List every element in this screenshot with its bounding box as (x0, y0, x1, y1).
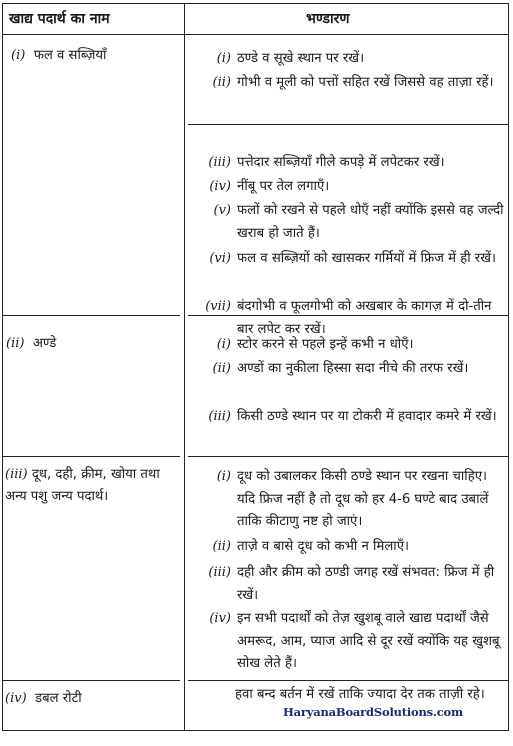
list-item: (ii) गोभी व मूली को पत्तों सहित रखें जिससे वह ताज़ा रहें। (212, 75, 494, 90)
divider (188, 680, 508, 681)
list-item: (iv) इन सभी पदार्थों को तेज़ खुशबू वाले खाद्य पदार्थों जैसे अमरूद, आम, प्याज आदि से दूर रखें क्योंकि यह खुशबू सोख लेते हैं। (209, 611, 500, 671)
list-item: (ii) अण्डों का नुकीला हिस्सा सदा नीचे की तरफ रखें। (212, 361, 469, 376)
list-item: (iii) किसी ठण्डे स्थान पर या टोकरी में हवादार कमरे में रखें। (208, 409, 497, 424)
divider (3, 315, 180, 316)
list-item: (v) फलों को रखने से पहले धोएँ नहीं क्योंकि इससे वह जल्दी खराब हो जाते हैं। (213, 203, 504, 241)
row-bread-name: (iv) डबल रोटी (5, 691, 82, 706)
header-divider (3, 34, 508, 35)
list-item: (iii) दही और क्रीम को ठण्डी जगह रखें संभवत: फ्रिज में ही रखें। (208, 565, 495, 603)
header-storage: भण्डारण (306, 11, 350, 27)
list-item: (i) स्टोर करने से पहले इन्हें कभी न धोएँ। (216, 337, 414, 352)
header-food-name: खाद्य पदार्थ का नाम (9, 11, 110, 27)
divider (188, 124, 508, 125)
list-item: (iv) नींबू पर तेल लगाएँ। (209, 179, 330, 194)
divider (3, 680, 180, 681)
row-fruits-veg-name: (i) फल व सब्ज़ियाँ (11, 48, 107, 63)
list-item: (i) दूध को उबालकर किसी ठण्डे स्थान पर रखना चाहिए। यदि फ्रिज नहीं है तो दूध को हर 4-6 घण्टे बाद उबालें ताकि कीटाणु नष्ट हो जाएं। (216, 469, 489, 529)
divider (3, 456, 180, 457)
divider (188, 456, 508, 457)
column-divider (184, 4, 185, 730)
list-item: (iii) पत्तेदार सब्ज़ियाँ गीले कपड़े में लपेटकर रखें। (208, 155, 445, 170)
list-item: (vii) बंदगोभी व फूलगोभी को अखबार के कागज़ में दो-तीन बार लपेट कर रखें। (205, 299, 492, 337)
watermark: HaryanaBoardSolutions.com (283, 705, 463, 719)
row-eggs-name: (ii) अण्डे (6, 336, 57, 351)
row-dairy-name: (iii) दूध, दही, क्रीम, खोया तथा अन्य पशु जन्य पदार्थ। (5, 467, 160, 504)
divider (188, 315, 508, 316)
storage-table (2, 3, 509, 731)
bread-storage-text: हवा बन्द बर्तन में रखें ताकि ज्यादा देर तक ताज़ी रहे। (235, 687, 485, 702)
list-item: (ii) ताज़े व बासे दूध को कभी न मिलाएँ। (212, 539, 409, 554)
list-item: (vi) फल व सब्ज़ियों को खासकर गर्मियों में फ्रिज में ही रखें। (209, 251, 496, 266)
list-item: (i) ठण्डे व सूखे स्थान पर रखें। (216, 51, 365, 66)
